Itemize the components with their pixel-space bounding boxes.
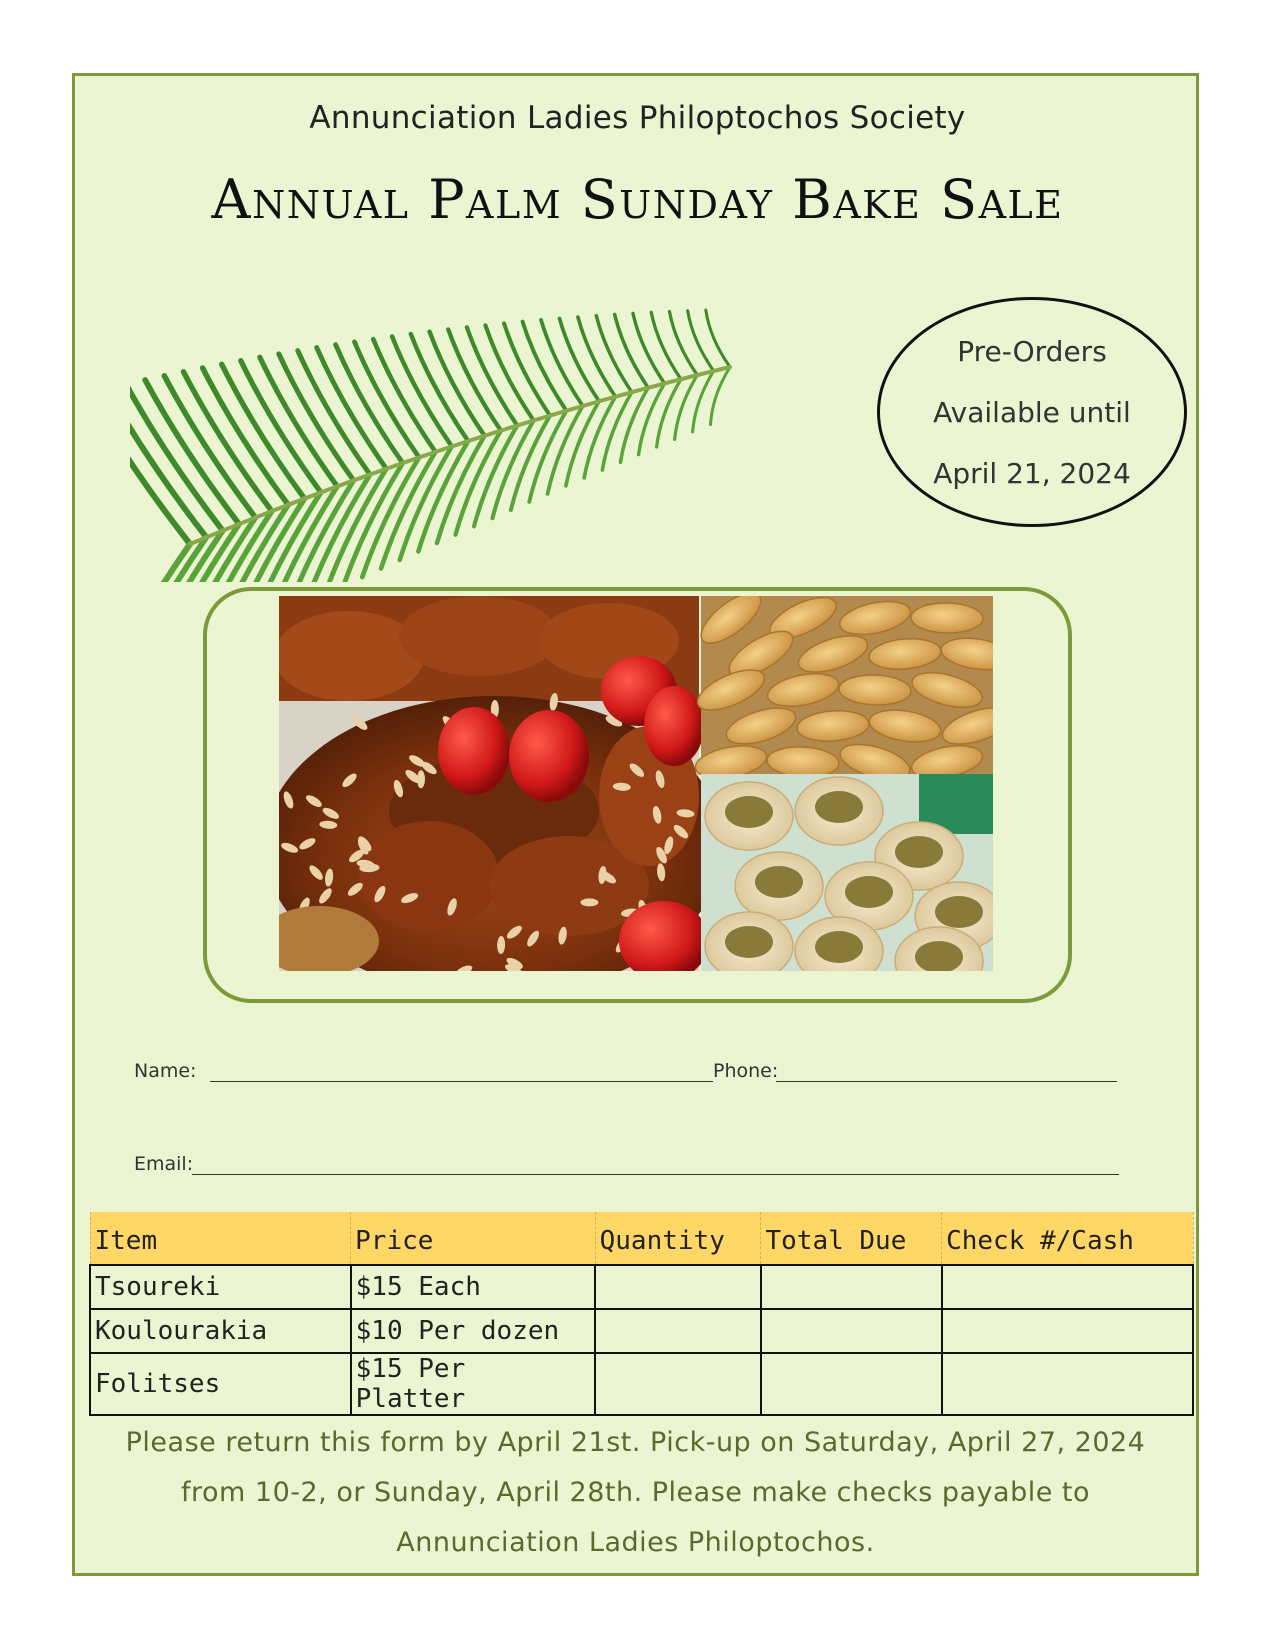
price-cell: $15 Per Platter bbox=[351, 1353, 595, 1415]
total-cell[interactable] bbox=[761, 1353, 942, 1415]
total-cell[interactable] bbox=[761, 1265, 942, 1309]
item-cell: Koulourakia bbox=[90, 1309, 351, 1353]
header-item: Item bbox=[90, 1212, 351, 1265]
preorder-line-3: April 21, 2024 bbox=[933, 456, 1131, 490]
page-title: Annual Palm Sunday Bake Sale bbox=[211, 168, 1064, 231]
item-cell: Tsoureki bbox=[90, 1265, 351, 1309]
preorder-badge bbox=[877, 297, 1187, 527]
email-label: Email: bbox=[134, 1153, 194, 1175]
folitses-photo bbox=[701, 774, 993, 971]
total-cell[interactable] bbox=[761, 1309, 942, 1353]
check-cell[interactable] bbox=[942, 1265, 1193, 1309]
preorder-line-1: Pre-Orders bbox=[957, 334, 1107, 368]
order-table bbox=[89, 1212, 1194, 1416]
palm-frond-image bbox=[130, 282, 750, 582]
preorder-line-2: Available until bbox=[933, 395, 1131, 429]
baked-goods-collage bbox=[279, 596, 993, 971]
organization-name: Annunciation Ladies Philoptochos Society bbox=[309, 100, 966, 136]
instructions-line-1: Please return this form by April 21st. Pick-up on Saturday, April 27, 2024 bbox=[125, 1427, 1146, 1458]
table-row bbox=[90, 1353, 1193, 1415]
name-input-line[interactable] bbox=[210, 1081, 713, 1082]
quantity-cell[interactable] bbox=[595, 1353, 761, 1415]
item-cell: Folitses bbox=[90, 1353, 351, 1415]
koulourakia-photo bbox=[692, 596, 993, 786]
pickup-instructions bbox=[72, 1418, 1199, 1568]
tsoureki-photo bbox=[279, 596, 758, 971]
quantity-cell[interactable] bbox=[595, 1309, 761, 1353]
phone-input-line[interactable] bbox=[776, 1081, 1117, 1082]
table-row bbox=[90, 1309, 1193, 1353]
price-cell: $10 Per dozen bbox=[351, 1309, 595, 1353]
check-cell[interactable] bbox=[942, 1353, 1193, 1415]
table-row bbox=[90, 1265, 1193, 1309]
header-quantity: Quantity bbox=[595, 1212, 761, 1265]
quantity-cell[interactable] bbox=[595, 1265, 761, 1309]
header-total-due: Total Due bbox=[761, 1212, 942, 1265]
header-price: Price bbox=[351, 1212, 595, 1265]
email-input-line[interactable] bbox=[192, 1174, 1119, 1175]
name-label: Name: bbox=[134, 1060, 197, 1082]
phone-label: Phone: bbox=[713, 1060, 779, 1082]
header-check-cash: Check #/Cash bbox=[942, 1212, 1193, 1265]
instructions-line-2: from 10-2, or Sunday, April 28th. Please make checks payable to bbox=[180, 1477, 1091, 1508]
price-cell: $15 Each bbox=[351, 1265, 595, 1309]
instructions-line-3: Annunciation Ladies Philoptochos. bbox=[396, 1527, 875, 1558]
table-header-row bbox=[90, 1212, 1193, 1265]
check-cell[interactable] bbox=[942, 1309, 1193, 1353]
